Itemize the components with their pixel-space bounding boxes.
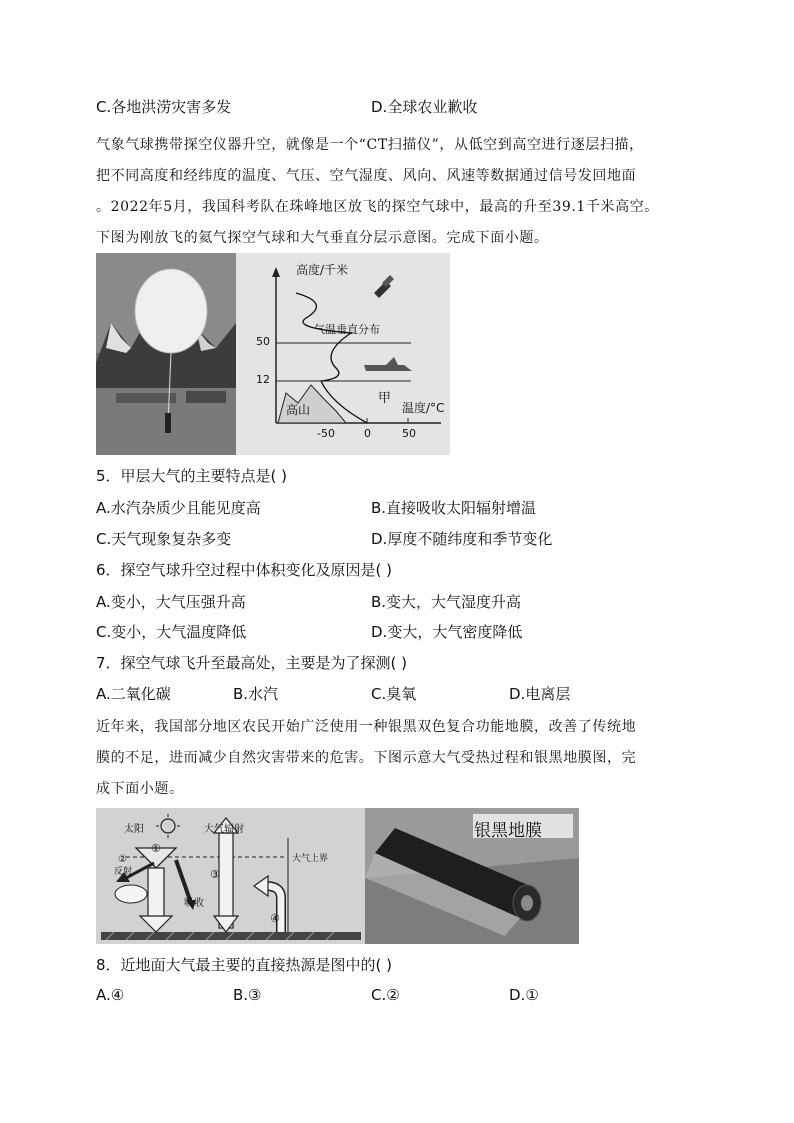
q6-option-c: C.变小，大气温度降低 [96,623,247,641]
sun-label: 太阳 [124,824,144,835]
q7-option-c: C.臭氧 [371,685,417,703]
q4-option-c: C.各地洪涝灾害多发 [96,98,232,116]
marker-3: ③ [210,868,220,881]
q6-option-d: D.变大，大气密度降低 [371,623,523,641]
balloon-photo [96,253,236,455]
x-tick-minus-50: -50 [317,427,335,440]
atmosphere-layer-diagram [236,253,450,455]
marker-2: ② [118,854,127,865]
passage2-line-2: 膜的不足，进而减少自然灾害带来的危害。下图示意大气受热过程和银黑地膜图，完 [96,750,637,766]
y-tick-12: 12 [256,373,270,386]
mountain-label: 高山 [286,403,311,417]
passage2-line-1: 近年来，我国部分地区农民开始广泛使用一种银黑双色复合功能地膜，改善了传统地 [96,719,637,735]
x-axis-label: 温度/°C [402,401,445,415]
q8-stem: 8．近地面大气最主要的直接热源是图中的( ) [96,956,393,974]
marker-1: ① [151,842,161,855]
q5-stem: 5．甲层大气的主要特点是( ) [96,467,288,485]
q5-option-d: D.厚度不随纬度和季节变化 [371,530,553,548]
reflect-label: 反射 [114,867,133,877]
y-axis-label: 高度/千米 [296,263,349,277]
marker-4: ④ [270,912,280,925]
q6-option-b: B.变大，大气湿度升高 [371,593,522,611]
absorb-label: 吸收 [184,898,204,909]
x-tick-0: 0 [364,427,371,440]
passage1-line-2: 把不同高度和经纬度的温度、气压、空气湿度、风向、风速等数据通过信号发回地面 [96,168,637,184]
figure-balloon-atmosphere [96,253,450,455]
layer-label: 甲 [378,391,392,406]
q8-option-b: B.③ [233,986,262,1004]
x-tick-50: 50 [402,427,416,440]
y-tick-50: 50 [256,335,270,348]
q7-option-d: D.电离层 [509,685,571,703]
q7-stem: 7．探空气球飞升至最高处，主要是为了探测( ) [96,654,408,672]
q6-stem: 6．探空气球升空过程中体积变化及原因是( ) [96,561,393,579]
passage1-line-4: 下图为刚放飞的氦气探空气球和大气垂直分层示意图。完成下面小题。 [96,230,549,246]
mulch-film-photo [365,808,579,944]
q4-option-d: D.全球农业歉收 [371,98,478,116]
q8-option-a: A.④ [96,986,125,1004]
mulch-photo-label: 银黑地膜 [474,821,542,841]
q5-option-c: C.天气现象复杂多变 [96,530,232,548]
atmospheric-radiation-label: 大气辐射 [204,824,244,835]
q7-option-a: A.二氧化碳 [96,685,171,703]
q6-option-a: A.变小，大气压强升高 [96,593,246,611]
passage1-line-3: 。2022年5月，我国科考队在珠峰地区放飞的探空气球中，最高的升至39.1千米高空。 [96,199,659,215]
q7-option-b: B.水汽 [233,685,279,703]
atmosphere-top-label: 大气上界 [292,854,329,864]
q5-option-a: A.水汽杂质少且能见度高 [96,499,261,517]
figure-heating-process-and-mulch [96,808,579,944]
q8-option-d: D.① [509,986,539,1004]
passage1-line-1: 气象气球携带探空仪器升空，就像是一个“CT扫描仪”，从低空到高空进行逐层扫描， [96,137,644,153]
passage2-line-3: 成下面小题。 [96,781,184,797]
q8-option-c: C.② [371,986,400,1004]
q5-option-b: B.直接吸收太阳辐射增温 [371,499,537,517]
curve-label: 气温垂直分布 [314,323,380,336]
